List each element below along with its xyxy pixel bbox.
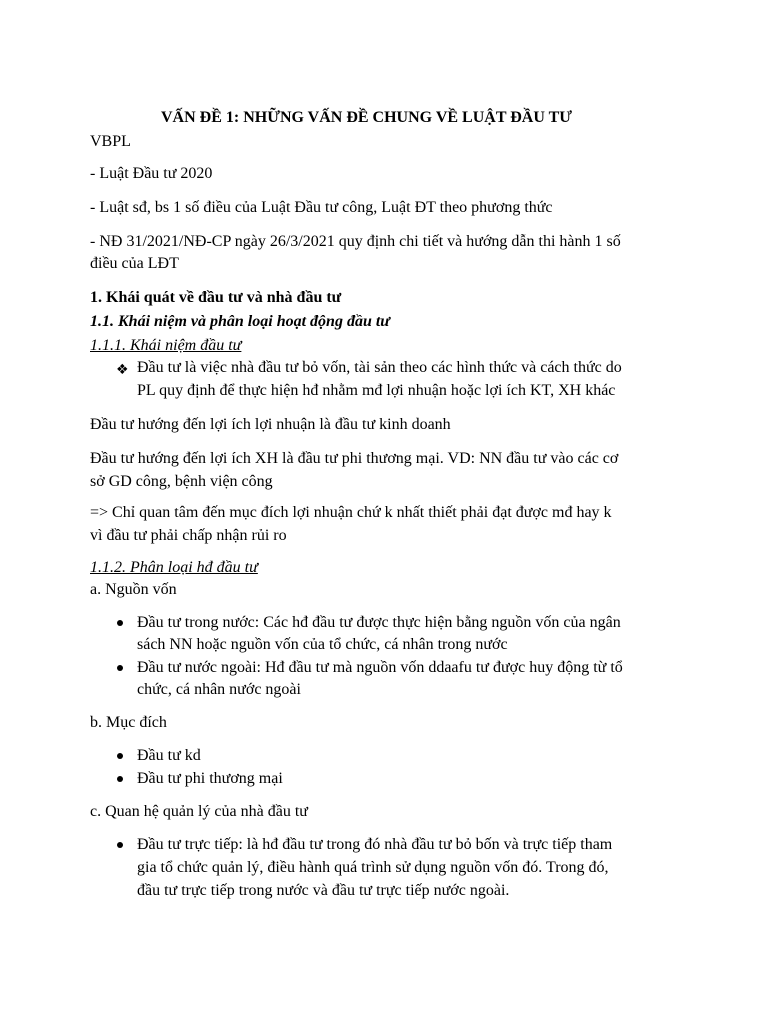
paragraph-line: sở GD công, bệnh viện công [90, 473, 273, 490]
subsection-a-heading: a. Nguồn vốn [90, 581, 177, 598]
bullet-line: Đầu tư trực tiếp: là hđ đầu tư trong đó nhà đầu tư bỏ bốn và trực tiếp tham [137, 836, 613, 853]
section-1-1-heading: 1.1. Khái niệm và phân loại hoạt động đầu tư [90, 313, 390, 330]
section-1-1-1-heading: 1.1.1. Khái niệm đầu tư [90, 337, 242, 354]
definition-line: PL quy định để thực hiện hđ nhằm mđ lợi nhuận hoặc lợi ích KT, XH khác [137, 382, 616, 399]
definition-line: Đầu tư là việc nhà đầu tư bỏ vốn, tài sản theo các hình thức và cách thức do [137, 359, 622, 376]
bullet-icon [117, 842, 123, 848]
bullet-line: Đầu tư phi thương mại [137, 770, 283, 787]
subsection-c-heading: c. Quan hệ quản lý của nhà đầu tư [90, 803, 308, 820]
bullet-line: Đầu tư nước ngoài: Hđ đầu tư mà nguồn vốn ddaafu tư được huy động từ tổ [137, 659, 623, 676]
section-1-1-2-heading: 1.1.2. Phân loại hđ đầu tư [90, 559, 258, 576]
paragraph-line: => Chỉ quan tâm đến mục đích lợi nhuận chứ k nhất thiết phải đạt được mđ hay k [90, 504, 612, 521]
bullet-icon [117, 665, 123, 671]
vbpl-item: - Luật Đầu tư 2020 [90, 165, 213, 182]
bullet-line: gia tổ chức quản lý, điều hành quá trình sử dụng nguồn vốn đó. Trong đó, [137, 859, 609, 876]
diamond-bullet-icon: ❖ [116, 362, 129, 378]
document-title: VẤN ĐỀ 1: NHỮNG VẤN ĐỀ CHUNG VỀ LUẬT ĐẦU TƯ [161, 109, 572, 126]
vbpl-item-continuation: điều của LĐT [90, 255, 179, 272]
bullet-line: chức, cá nhân nước ngoài [137, 681, 301, 698]
vbpl-item: - Luật sđ, bs 1 số điều của Luật Đầu tư công, Luật ĐT theo phương thức [90, 199, 553, 216]
bullet-line: đầu tư trực tiếp trong nước và đầu tư trực tiếp nước ngoài. [137, 882, 510, 899]
paragraph: Đầu tư hướng đến lợi ích lợi nhuận là đầu tư kinh doanh [90, 416, 451, 433]
bullet-icon [117, 776, 123, 782]
paragraph-line: vì đầu tư phải chấp nhận rủi ro [90, 527, 287, 544]
section-1-heading: 1. Khái quát về đầu tư và nhà đầu tư [90, 289, 342, 306]
bullet-icon [117, 620, 123, 626]
bullet-line: sách NN hoặc nguồn vốn của tổ chức, cá nhân trong nước [137, 636, 508, 653]
vbpl-item: - NĐ 31/2021/NĐ-CP ngày 26/3/2021 quy định chi tiết và hướng dẫn thi hành 1 số [90, 233, 621, 250]
paragraph-line: Đầu tư hướng đến lợi ích XH là đầu tư phi thương mại. VD: NN đầu tư vào các cơ [90, 450, 619, 467]
bullet-line: Đầu tư trong nước: Các hđ đầu tư được thực hiện bằng nguồn vốn của ngân [137, 614, 621, 631]
bullet-icon [117, 753, 123, 759]
vbpl-heading: VBPL [90, 133, 131, 150]
subsection-b-heading: b. Mục đích [90, 714, 167, 731]
bullet-line: Đầu tư kd [137, 747, 201, 764]
